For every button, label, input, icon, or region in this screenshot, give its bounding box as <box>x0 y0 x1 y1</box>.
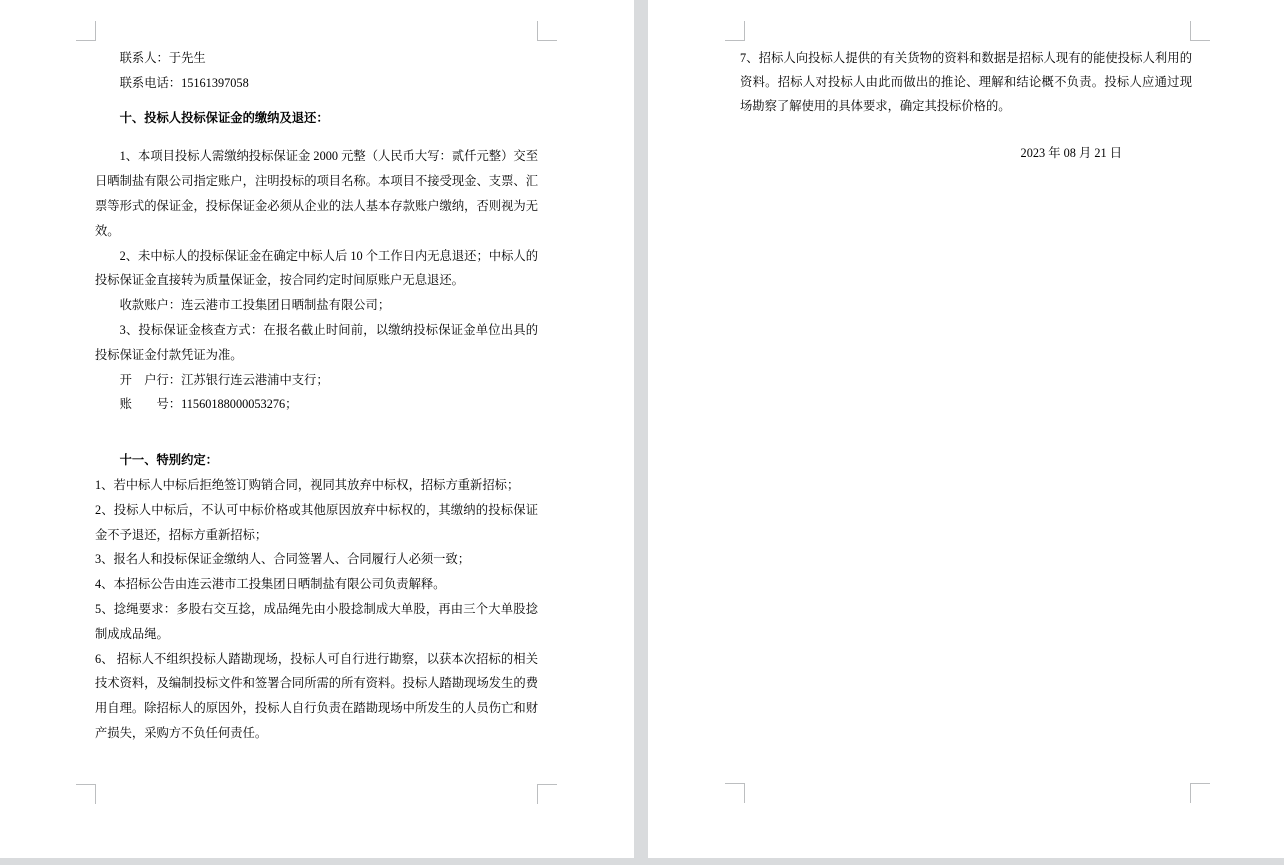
paragraph: 联系电话：15161397058 <box>119 75 249 90</box>
paragraph: 2、投标人中标后，不认可中标价格或其他原因放弃中标权的，其缴纳的投标保证金不予退还，招标方重新招标； <box>95 502 538 542</box>
page-1[interactable] <box>0 0 634 858</box>
paragraph: 3、报名人和投标保证金缴纳人、合同签署人、合同履行人必须一致； <box>95 552 471 567</box>
page-2-content <box>740 46 1192 165</box>
paragraph: 2、未中标人的投标保证金在确定中标人后 10 个工作日内无息退还；中标人的投标保证金直接转为质量保证金，按合同约定时间原账户无息退还。 <box>95 248 538 288</box>
paragraph: 5、捻绳要求：多股右交互捻，成品绳先由小股捻制成大单股，再由三个大单股捻制成成品绳。 <box>95 601 538 641</box>
page-1-content <box>95 46 538 746</box>
paragraph: 3、投标保证金核查方式：在报名截止时间前，以缴纳投标保证金单位出具的投标保证金付款凭证为准。 <box>95 322 538 362</box>
crop-mark-top-right-icon <box>537 21 557 41</box>
page-2[interactable] <box>648 0 1284 858</box>
paragraph: 6、 招标人不组织投标人踏勘现场，投标人可自行进行勘察，以获本次招标的相关技术资料，及编制投标文件和签署合同所需的所有资料。投标人踏勘现场发生的费用自理。除招标人的原因外，投标人自行负责在踏勘现场中所发生的人员伤亡和财产损失，采购方不负任何责任。 <box>95 651 538 740</box>
paragraph: 1、本项目投标人需缴纳投标保证金 2000 元整（人民币大写：贰仟元整）交至日晒制盐有限公司指定账户，注明投标的项目名称。本项目不接受现金、支票、汇票等形式的保证金，投标保证金必须从企业的法人基本存款账户缴纳，否则视为无效。 <box>95 149 538 238</box>
crop-mark-bottom-right-icon <box>537 784 557 804</box>
crop-mark-top-left-icon <box>725 21 745 41</box>
paragraph: 4、本招标公告由连云港市工投集团日晒制盐有限公司负责解释。 <box>95 577 446 592</box>
crop-mark-bottom-left-icon <box>76 784 96 804</box>
crop-mark-bottom-right-icon <box>1190 783 1210 803</box>
crop-mark-top-left-icon <box>76 21 96 41</box>
paragraph: 联系人：于先生 <box>119 51 206 65</box>
paragraph: 收款账户：连云港市工投集团日晒制盐有限公司； <box>119 298 391 313</box>
paragraph: 2023 年 08 月 21 日 <box>1020 146 1122 160</box>
paragraph: 账 号：11560188000053276； <box>119 397 298 412</box>
paragraph: 十一、特别约定： <box>119 453 218 468</box>
paragraph: 十、投标人投标保证金的缴纳及退还： <box>119 110 329 125</box>
paragraph: 1、若中标人中标后拒绝签订购销合同，视同其放弃中标权，招标方重新招标； <box>95 477 520 492</box>
paragraph: 开 户行：江苏银行连云港浦中支行； <box>119 372 329 387</box>
paragraph: 7、招标人向投标人提供的有关货物的资料和数据是招标人现有的能使投标人利用的资料。招标人对投标人由此而做出的推论、理解和结论概不负责。投标人应通过现场勘察了解使用的具体要求，确定其投标价格的。 <box>740 51 1192 113</box>
crop-mark-top-right-icon <box>1190 21 1210 41</box>
crop-mark-bottom-left-icon <box>725 783 745 803</box>
